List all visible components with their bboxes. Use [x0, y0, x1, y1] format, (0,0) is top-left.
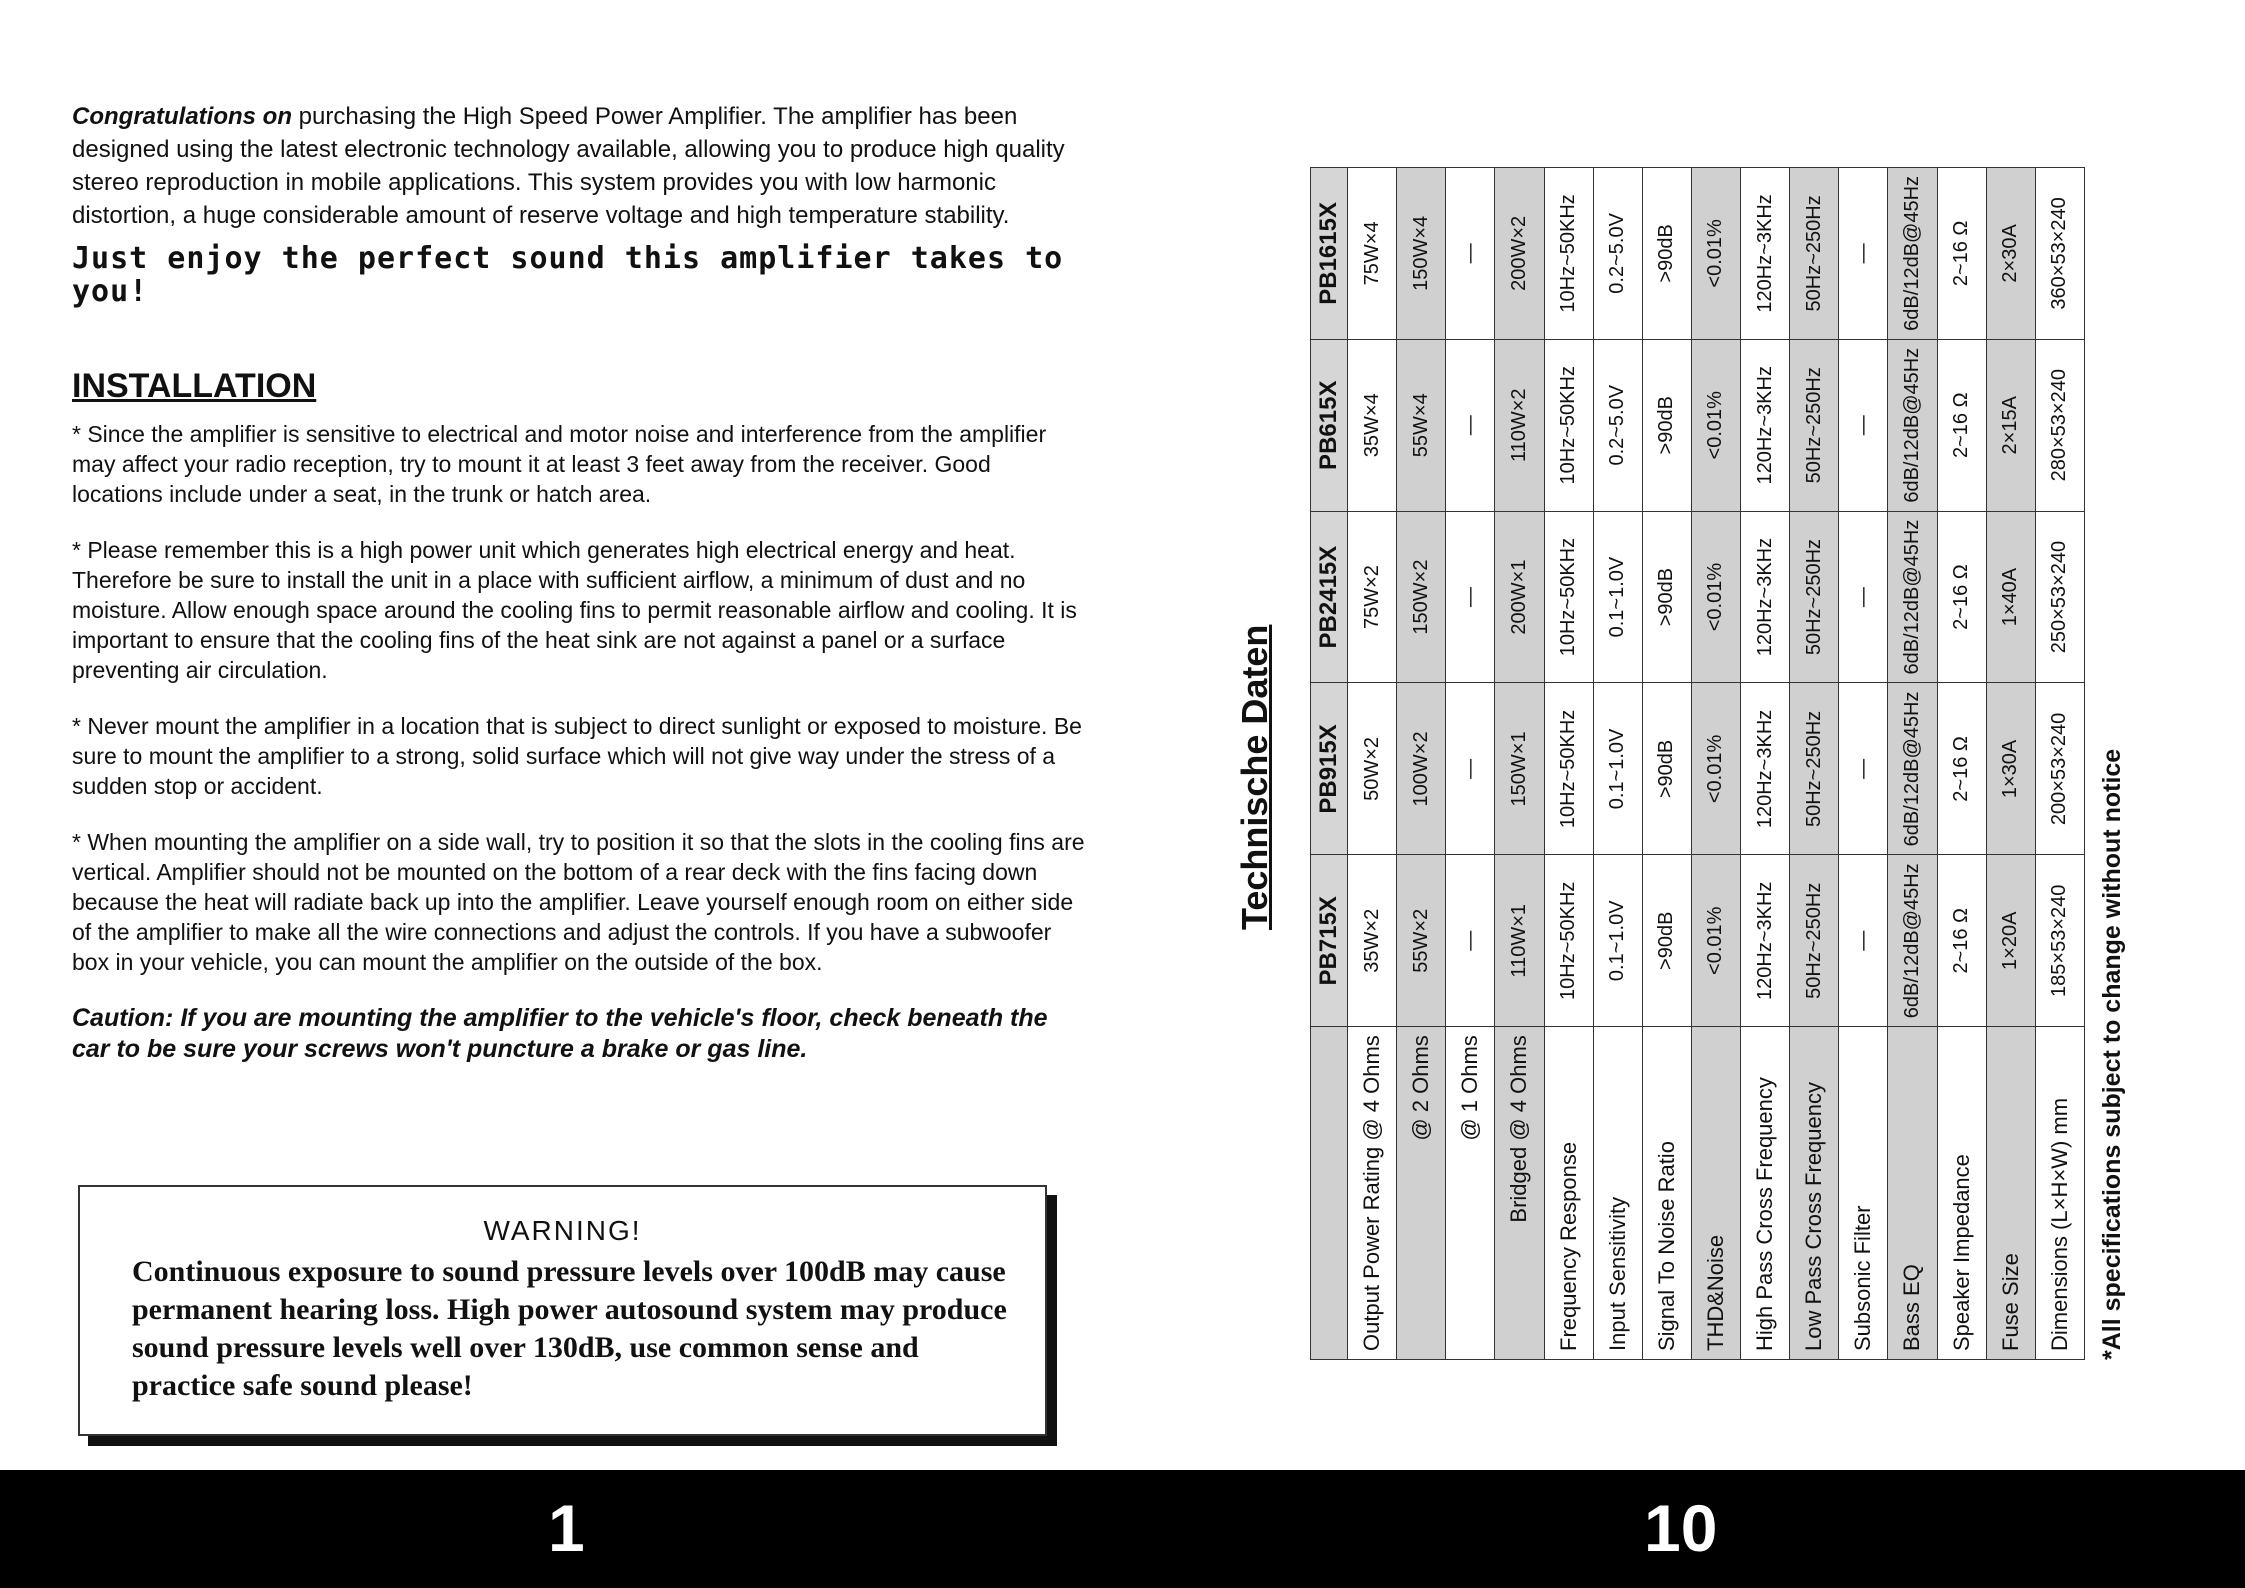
spec-row — [1593, 167, 1642, 1359]
spec-value: 2×15A — [1986, 339, 2035, 511]
spec-value: 50W×2 — [1348, 683, 1397, 855]
spec-value: 2~16 Ω — [1937, 167, 1986, 339]
spec-value: 110W×2 — [1495, 339, 1544, 511]
installation-bullet: * Never mount the amplifier in a location that is subject to direct sunlight or exposed to moisture. Be sure to mount the amplifier to a strong, solid surface which will not give way under the stress of a sudden stop or accident. — [72, 713, 1082, 799]
spec-value: 200×53×240 — [2035, 683, 2084, 855]
warning-text: Continuous exposure to sound pressure levels over 100dB may cause permanent hearing loss. High power autosound system may produce sound pressure levels well over 130dB, use common sense and practice safe sound please! — [132, 1255, 1007, 1402]
spec-value: 10Hz~50KHz — [1544, 855, 1593, 1027]
model-header: PB615X — [1311, 339, 1348, 511]
spec-value: — — [1446, 855, 1495, 1027]
spec-value: 35W×2 — [1348, 855, 1397, 1027]
spec-label: High Pass Cross Frequency — [1741, 1027, 1790, 1360]
spec-value: 55W×2 — [1397, 855, 1446, 1027]
spec-label: @ 2 Ohms — [1397, 1027, 1446, 1360]
spec-row — [1691, 167, 1740, 1359]
spec-value: — — [1446, 683, 1495, 855]
installation-bullet: * When mounting the amplifier on a side wall, try to position it so that the slots in the cooling fins are vertical. Amplifier should not be mounted on the bottom of a rear deck with the fins facing down because the heat will radiate back up into the amplifier. Leave yourself enough room on either side of the amplifier to make all the wire connections and adjust the controls. If you have a subwoofer box in your vehicle, you can mount the amplifier on the outside of the box. — [72, 829, 1085, 975]
spec-value: 2~16 Ω — [1937, 339, 1986, 511]
spec-value: <0.01% — [1691, 855, 1740, 1027]
spec-value: 6dB/12dB@45Hz — [1888, 855, 1937, 1027]
spec-value: 200W×1 — [1495, 511, 1544, 683]
spec-value: <0.01% — [1691, 511, 1740, 683]
spec-value: — — [1839, 167, 1888, 339]
specs-table — [1310, 167, 2085, 1360]
spec-value: 1×30A — [1986, 683, 2035, 855]
spec-row — [1986, 167, 2035, 1359]
warning-box — [78, 1185, 1047, 1436]
spec-value: 1×20A — [1986, 855, 2035, 1027]
spec-value: 6dB/12dB@45Hz — [1888, 511, 1937, 683]
intro-body: purchasing the High Speed Power Amplifier. The amplifier has been designed using the latest electronic technology available, allowing you to produce high quality stereo reproduction in mobile applications. This system provides you with low harmonic distortion, a huge considerable amount of reserve voltage and high temperature stability. — [72, 103, 1065, 229]
spec-value: 50Hz~250Hz — [1790, 855, 1839, 1027]
spec-value: 6dB/12dB@45Hz — [1888, 167, 1937, 339]
spec-row — [1839, 167, 1888, 1359]
spec-value: 55W×4 — [1397, 339, 1446, 511]
spec-value: >90dB — [1642, 511, 1691, 683]
spec-label: Speaker Impedance — [1937, 1027, 1986, 1360]
spec-row — [1544, 167, 1593, 1359]
spec-value: 2~16 Ω — [1937, 511, 1986, 683]
spec-value: — — [1839, 511, 1888, 683]
spec-value: 185×53×240 — [2035, 855, 2084, 1027]
specs-table-container — [1310, 175, 2085, 1360]
left-page — [72, 100, 1087, 1065]
spec-value: 35W×4 — [1348, 339, 1397, 511]
spec-row — [1642, 167, 1691, 1359]
spec-value: 2×30A — [1986, 167, 2035, 339]
spec-value: 200W×2 — [1495, 167, 1544, 339]
spec-row — [1888, 167, 1937, 1359]
spec-label: Fuse Size — [1986, 1027, 2035, 1360]
spec-label: Input Sensitivity — [1593, 1027, 1642, 1360]
spec-value: >90dB — [1642, 855, 1691, 1027]
spec-value: — — [1839, 855, 1888, 1027]
specs-header-row — [1311, 167, 1348, 1359]
header-blank-cell — [1311, 1027, 1348, 1360]
spec-value: 120Hz~3KHz — [1741, 511, 1790, 683]
page-number-right: 10 — [1644, 1491, 1718, 1565]
spec-row — [1348, 167, 1397, 1359]
spec-value: 2~16 Ω — [1937, 683, 1986, 855]
spec-row — [1790, 167, 1839, 1359]
spec-value: 150W×1 — [1495, 683, 1544, 855]
tagline: Just enjoy the perfect sound this amplifier takes to you! — [72, 241, 1064, 309]
spec-label: Output Power Rating @ 4 Ohms — [1348, 1027, 1397, 1360]
spec-value: <0.01% — [1691, 339, 1740, 511]
model-header: PB915X — [1311, 683, 1348, 855]
model-header: PB715X — [1311, 855, 1348, 1027]
spec-label: Bass EQ — [1888, 1027, 1937, 1360]
installation-bullet: * Since the amplifier is sensitive to electrical and motor noise and interference from the amplifier may affect your radio reception, try to mount it at least 3 feet away from the receiver. Good locations include under a seat, in the trunk or hatch area. — [72, 421, 1047, 507]
spec-value: 150W×2 — [1397, 511, 1446, 683]
spec-label: Dimensions (L×H×W) mm — [2035, 1027, 2084, 1360]
spec-value: 110W×1 — [1495, 855, 1544, 1027]
spec-value: 75W×2 — [1348, 511, 1397, 683]
spec-value: 120Hz~3KHz — [1741, 683, 1790, 855]
warning-title: WARNING! — [483, 1215, 642, 1246]
spec-value: <0.01% — [1691, 683, 1740, 855]
spec-value: 120Hz~3KHz — [1741, 339, 1790, 511]
spec-value: — — [1839, 339, 1888, 511]
page-number-left: 1 — [548, 1491, 585, 1565]
specs-body — [1348, 167, 2085, 1359]
spec-label: Signal To Noise Ratio — [1642, 1027, 1691, 1360]
spec-value: 1×40A — [1986, 511, 2035, 683]
spec-value: 100W×2 — [1397, 683, 1446, 855]
spec-value: 50Hz~250Hz — [1790, 339, 1839, 511]
spec-row — [1397, 167, 1446, 1359]
spec-value: 10Hz~50KHz — [1544, 339, 1593, 511]
spec-value: 0.1~1.0V — [1593, 683, 1642, 855]
spec-value: 10Hz~50KHz — [1544, 683, 1593, 855]
spec-value: 6dB/12dB@45Hz — [1888, 339, 1937, 511]
spec-label: Low Pass Cross Frequency — [1790, 1027, 1839, 1360]
installation-bullet: * Please remember this is a high power unit which generates high electrical energy and heat. Therefore be sure to install the unit in a place with sufficient airflow, a minimum of dust and no moisture. Allow enough space around the cooling fins to permit reasonable airflow and cooling. It is important to ensure that the cooling fins of the heat sink are not against a panel or a surface preventing air circulation. — [72, 537, 1077, 683]
spec-value: — — [1446, 511, 1495, 683]
installation-title: INSTALLATION — [72, 367, 317, 405]
spec-value: 10Hz~50KHz — [1544, 511, 1593, 683]
spec-value: 2~16 Ω — [1937, 855, 1986, 1027]
spec-value: 0.2~5.0V — [1593, 167, 1642, 339]
spec-value: 50Hz~250Hz — [1790, 167, 1839, 339]
spec-row — [1495, 167, 1544, 1359]
spec-value: >90dB — [1642, 167, 1691, 339]
spec-value: — — [1446, 167, 1495, 339]
spec-note: *All specifications subject to change without notice — [2098, 748, 2126, 1360]
spec-value: 75W×4 — [1348, 167, 1397, 339]
footer-bar — [0, 1470, 2245, 1588]
spec-row — [2035, 167, 2084, 1359]
specs-title: Technische Daten — [1234, 624, 1275, 930]
spec-value: 0.2~5.0V — [1593, 339, 1642, 511]
spec-value: 50Hz~250Hz — [1790, 683, 1839, 855]
intro-paragraph — [72, 100, 1087, 232]
spec-row — [1741, 167, 1790, 1359]
spec-value: 0.1~1.0V — [1593, 511, 1642, 683]
spec-value: 0.1~1.0V — [1593, 855, 1642, 1027]
spec-value: 50Hz~250Hz — [1790, 511, 1839, 683]
spec-row — [1446, 167, 1495, 1359]
intro-lead: Congratulations on — [72, 103, 292, 130]
spec-value: — — [1839, 683, 1888, 855]
spec-value: — — [1446, 339, 1495, 511]
spec-value: 280×53×240 — [2035, 339, 2084, 511]
spec-value: 360×53×240 — [2035, 167, 2084, 339]
caution-text: Caution: If you are mounting the amplifier to the vehicle's floor, check beneath the car to be sure your screws won't puncture a brake or gas line. — [72, 1004, 1048, 1063]
spec-label: Subsonic Filter — [1839, 1027, 1888, 1360]
spec-label: Bridged @ 4 Ohms — [1495, 1027, 1544, 1360]
model-header: PB1615X — [1311, 167, 1348, 339]
spec-value: 10Hz~50KHz — [1544, 167, 1593, 339]
spec-row — [1937, 167, 1986, 1359]
spec-value: >90dB — [1642, 339, 1691, 511]
spec-value: <0.01% — [1691, 167, 1740, 339]
spec-value: 120Hz~3KHz — [1741, 167, 1790, 339]
spec-value: 120Hz~3KHz — [1741, 855, 1790, 1027]
spec-value: 6dB/12dB@45Hz — [1888, 683, 1937, 855]
spec-label: Frequency Response — [1544, 1027, 1593, 1360]
spec-value: >90dB — [1642, 683, 1691, 855]
spec-value: 150W×4 — [1397, 167, 1446, 339]
spec-label: THD&Noise — [1691, 1027, 1740, 1360]
spec-value: 250×53×240 — [2035, 511, 2084, 683]
spec-label: @ 1 Ohms — [1446, 1027, 1495, 1360]
model-header: PB2415X — [1311, 511, 1348, 683]
